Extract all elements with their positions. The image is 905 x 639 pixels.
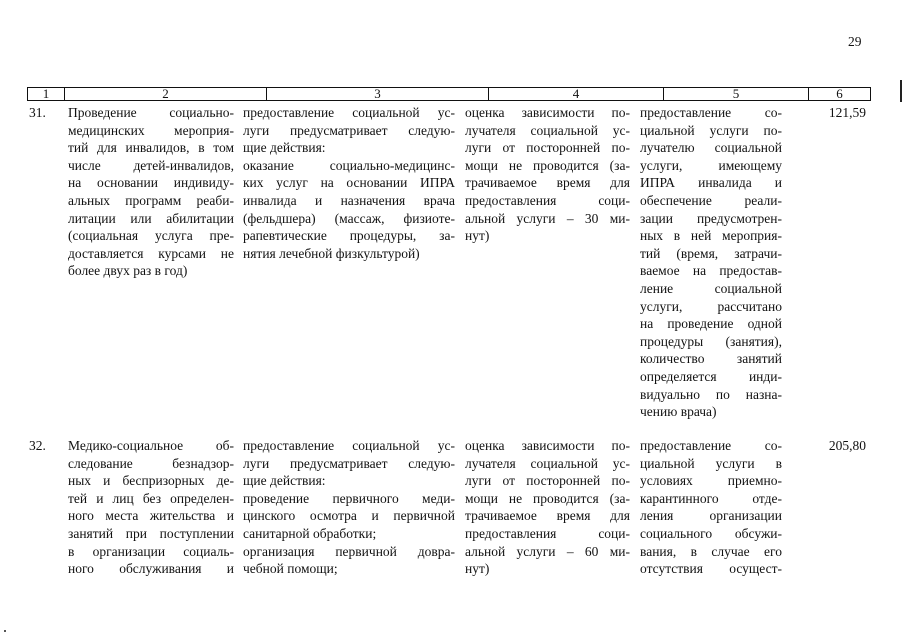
text-line: количество занятий: [640, 351, 782, 367]
text-line: литации или абилитации: [68, 210, 234, 226]
text-line: предоставление со-: [640, 438, 782, 453]
margin-edge-mark: [900, 80, 902, 102]
text-line: нут): [465, 228, 490, 244]
text-line: числе детей-инвалидов,: [68, 157, 234, 173]
service-actions-cell: [243, 437, 455, 578]
text-line: определяется инди-: [640, 368, 782, 384]
text-line: рапевтические процедуры, за-: [243, 228, 455, 244]
service-name-cell: [68, 104, 234, 280]
text-line: (социальная услуга пре-: [68, 228, 234, 244]
text-line: лучателя социальной ус-: [465, 455, 630, 471]
text-line: трачиваемое время для: [465, 508, 630, 524]
text-line: луги предусматривает следую-: [243, 122, 455, 138]
service-actions-cell: [243, 104, 455, 262]
text-line: услуги, рассчитано: [640, 298, 782, 314]
table-header-row: [27, 87, 871, 101]
text-line: более двух раз в год): [68, 263, 188, 279]
text-line: тий для инвалидов, в том: [68, 140, 234, 156]
text-line: щие действия:: [243, 140, 326, 156]
text-line: нут): [465, 561, 490, 577]
text-line: предоставление социальной ус-: [243, 438, 455, 453]
text-line: трачиваемое время для: [465, 175, 630, 191]
text-line: циальной услуги по-: [640, 122, 782, 138]
text-line: обеспечение реали-: [640, 192, 782, 208]
text-line: видуально по назна-: [640, 386, 782, 402]
text-line: ного места жительства и: [68, 508, 234, 524]
text-line: оказание социально-медицинс-: [243, 157, 455, 173]
text-line: санитарной обработки;: [243, 525, 377, 541]
text-line: Медико-социальное об-: [68, 438, 234, 453]
text-line: ление социальной: [640, 280, 782, 296]
text-line: условиях приемно-: [640, 473, 782, 489]
time-norm-cell: [465, 437, 630, 578]
text-line: альной услуги – 60 ми-: [465, 543, 630, 559]
text-line: социального обсужи-: [640, 525, 782, 541]
header-col-2: 2: [64, 88, 266, 100]
text-line: на основании индивиду-: [68, 175, 234, 191]
text-line: лучателю социальной: [640, 140, 782, 156]
text-line: занятий при поступлении: [68, 525, 234, 541]
text-line: услуги, имеющему: [640, 157, 782, 173]
text-line: предоставления соци-: [465, 192, 630, 208]
row-number: 31.: [29, 105, 46, 120]
text-line: ных и беспризорных де-: [68, 473, 234, 489]
text-line: чебной помощи;: [243, 561, 338, 577]
text-line: предоставления соци-: [465, 525, 630, 541]
text-line: проведение первичного меди-: [243, 490, 455, 506]
text-line: ваемое на предостав-: [640, 263, 782, 279]
quality-indicators-cell: [640, 437, 782, 578]
text-line: мощи не проводится (за-: [465, 157, 630, 173]
text-line: луги от посторонней по-: [465, 473, 630, 489]
text-line: нятия лечебной физкультурой): [243, 245, 420, 261]
text-line: щие действия:: [243, 473, 326, 489]
text-line: медицинских мероприя-: [68, 122, 234, 138]
text-line: циальной услуги в: [640, 455, 782, 471]
text-line: альных программ реаби-: [68, 192, 234, 208]
text-line: предоставление со-: [640, 105, 782, 120]
text-line: следование безнадзор-: [68, 455, 234, 471]
text-line: оценка зависимости по-: [465, 105, 630, 120]
text-line: мощи не проводится (за-: [465, 490, 630, 506]
header-col-4: 4: [488, 88, 663, 100]
row-number: 32.: [29, 438, 46, 453]
header-col-1: 1: [42, 86, 50, 101]
text-line: инвалида и назначения врача: [243, 192, 455, 208]
text-line: доставляется курсами не: [68, 245, 234, 261]
text-line: (фельдшера) (массаж, физиоте-: [243, 210, 455, 226]
tariff-value: 205,80: [828, 438, 866, 453]
text-line: ных в ней мероприя-: [640, 228, 782, 244]
header-col-3: 3: [266, 88, 488, 100]
text-line: луги от посторонней по-: [465, 140, 630, 156]
page-number: 29: [848, 34, 862, 49]
text-line: чению врача): [640, 404, 717, 420]
text-line: ного обслуживания и: [68, 561, 234, 577]
text-line: зации предусмотрен-: [640, 210, 782, 226]
text-line: Проведение социально-: [68, 105, 234, 120]
text-line: ких услуг на основании ИПРА: [243, 175, 455, 191]
text-line: на проведение одной: [640, 316, 782, 332]
text-line: организация первичной довра-: [243, 543, 455, 559]
tariff-value: 121,59: [828, 105, 866, 120]
text-line: цинского осмотра и первичной: [243, 508, 455, 524]
header-col-5: 5: [663, 88, 808, 100]
text-line: карантинного отде-: [640, 490, 782, 506]
text-line: процедуры (занятия),: [640, 333, 782, 349]
scan-speck: [4, 630, 6, 632]
text-line: тей и лиц без определен-: [68, 490, 234, 506]
text-line: в организации социаль-: [68, 543, 234, 559]
text-line: оценка зависимости по-: [465, 438, 630, 453]
time-norm-cell: [465, 104, 630, 245]
text-line: предоставление социальной ус-: [243, 105, 455, 120]
text-line: ИПРА инвалида и: [640, 175, 782, 191]
quality-indicators-cell: [640, 104, 782, 421]
text-line: ления организации: [640, 508, 782, 524]
header-col-6: 6: [808, 88, 870, 100]
text-line: тий (время, затрачи-: [640, 245, 782, 261]
service-name-cell: [68, 437, 234, 578]
text-line: альной услуги – 30 ми-: [465, 210, 630, 226]
text-line: отсутствия осущест-: [640, 561, 782, 577]
text-line: луги предусматривает следую-: [243, 455, 455, 471]
text-line: вания, в случае его: [640, 543, 782, 559]
text-line: лучателя социальной ус-: [465, 122, 630, 138]
